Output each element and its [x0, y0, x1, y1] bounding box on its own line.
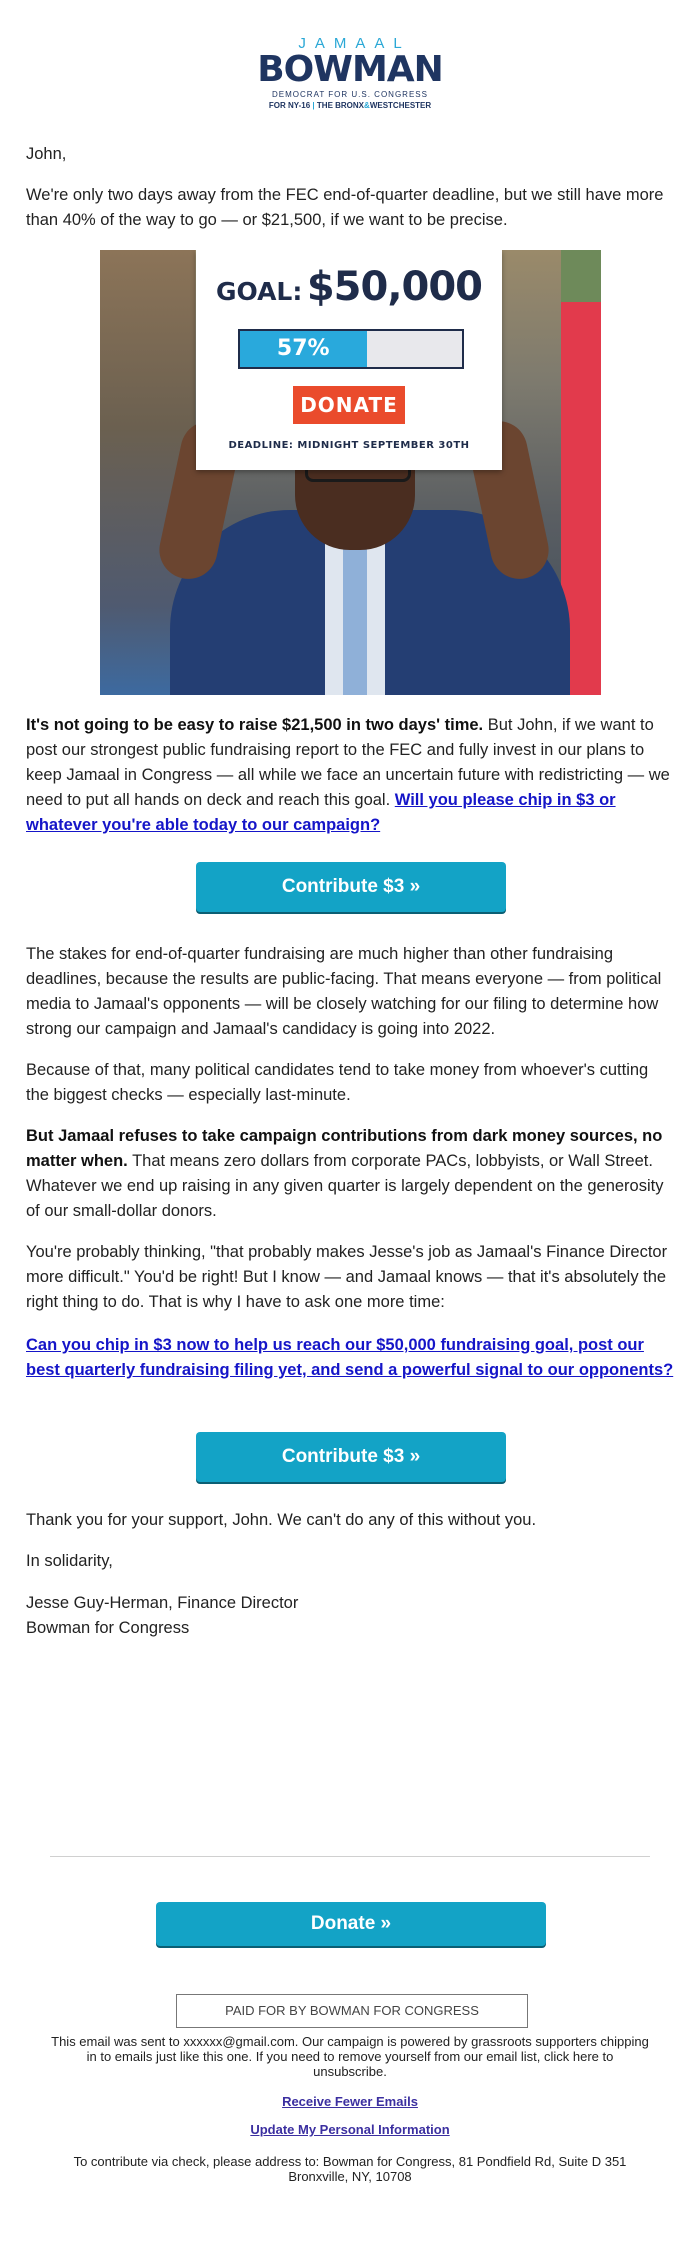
goal-heading: [196, 264, 502, 310]
deadline-text: DEADLINE: MIDNIGHT SEPTEMBER 30TH: [228, 440, 470, 451]
contribute-button-1[interactable]: Contribute $3 »: [196, 862, 506, 912]
signature-org: Bowman for Congress: [26, 1619, 190, 1637]
logo-district: [0, 100, 700, 111]
sent-to-notice: This email was sent to xxxxxx@gmail.com. Our campaign is powered by grassroots supporters chipping in to emails just like this one. If you need to remove yourself from our email list, click here to unsubscribe.: [51, 2034, 649, 2079]
fewer-emails-link[interactable]: Receive Fewer Emails: [282, 2094, 418, 2109]
logo-tagline: DEMOCRAT FOR U.S. CONGRESS: [272, 90, 428, 99]
footer-divider: [50, 1856, 650, 1857]
final-ask-link[interactable]: Can you chip in $3 now to help us reach our $50,000 fundraising goal, post our best quarterly fundraising filing yet, and send a powerful signal to our opponents?: [26, 1336, 674, 1379]
logo-first-name: JAMAAL: [298, 35, 411, 52]
update-info-row: [0, 2122, 700, 2137]
ask-bold: It's not going to be easy to raise $21,500 in two days' time.: [26, 716, 484, 734]
logo-area-bronx: THE BRONX: [316, 101, 365, 110]
ask-paragraph: [26, 713, 674, 838]
hero-background-tree: [561, 250, 601, 302]
finance-director-paragraph: You're probably thinking, "that probably makes Jesse's job as Jamaal's Finance Director more difficult." You'd be right! But I know — and Jamaal knows — that it's absolutely the right thing to do. That is why I have to ask one more time:: [26, 1243, 668, 1311]
logo-area-westchester: WESTCHESTER: [369, 101, 432, 110]
man-tie: [343, 530, 367, 695]
paid-for-disclaimer: PAID FOR BY BOWMAN FOR CONGRESS: [176, 1994, 528, 2028]
logo-district-name: FOR NY-16: [268, 101, 311, 110]
dark-money-text: That means zero dollars from corporate PACs, lobbyists, or Wall Street. Whatever we end up raising in any given quarter is largely dependent on the generosity of our small-dollar donors.: [26, 1152, 664, 1220]
dark-money-paragraph: [26, 1124, 674, 1224]
signature: [26, 1591, 674, 1641]
bowman-logo: [0, 36, 700, 111]
thanks-text: Thank you for your support, John. We can't do any of this without you.: [26, 1511, 537, 1529]
sign-donate-button[interactable]: DONATE: [293, 386, 405, 424]
ask-text: But John, if we want to post our strongest public fundraising report to the FEC and fully invest in our plans to keep Jamaal in Congress — all while we face an uncertain future with redistricting — we need to put all hands on deck and reach this goal.: [26, 716, 670, 809]
goal-amount: $50,000: [306, 264, 483, 310]
logo-ampersand: &: [364, 101, 370, 110]
stakes-paragraph: The stakes for end-of-quarter fundraising are much higher than other fundraising deadlines, because the results are public-facing. That means everyone — from political media to Jamaal's opponents — will be closely watching for our filing to determine how strong our campaign and Jamaal's candidacy is going into 2022.: [26, 945, 662, 1038]
logo-last-name: BOWMAN: [257, 49, 443, 90]
final-ask: [26, 1333, 674, 1383]
check-address: To contribute via check, please address to: Bowman for Congress, 81 Pondfield Rd, Suite D 351 Bronxville, NY, 10708: [73, 2154, 627, 2184]
fewer-emails-row: [0, 2094, 700, 2109]
signature-name: Jesse Guy-Herman, Finance Director: [26, 1594, 299, 1612]
goal-label: GOAL:: [215, 277, 303, 306]
logo-separator: |: [312, 101, 315, 110]
candidates-paragraph: Because of that, many political candidates tend to take money from whoever's cutting the biggest checks — especially last-minute.: [26, 1061, 649, 1104]
progress-bar: [238, 329, 464, 369]
footer-donate-button[interactable]: Donate »: [156, 1902, 546, 1946]
progress-label: 57%: [276, 336, 330, 361]
closing-text: In solidarity,: [26, 1552, 113, 1570]
ask-link[interactable]: Will you please chip in $3 or whatever you're able today to our campaign?: [26, 791, 616, 834]
hero-image[interactable]: [100, 250, 601, 695]
intro-paragraph: We're only two days away from the FEC end-of-quarter deadline, but we still have more than 40% of the way to go — or $21,500, if we want to be precise.: [26, 186, 664, 229]
greeting: John,: [26, 145, 67, 163]
contribute-button-2[interactable]: Contribute $3 »: [196, 1432, 506, 1482]
update-info-link[interactable]: Update My Personal Information: [250, 2122, 450, 2137]
goal-sign: [196, 250, 502, 470]
dark-money-bold: But Jamaal refuses to take campaign contributions from dark money sources, no matter when.: [26, 1127, 663, 1170]
